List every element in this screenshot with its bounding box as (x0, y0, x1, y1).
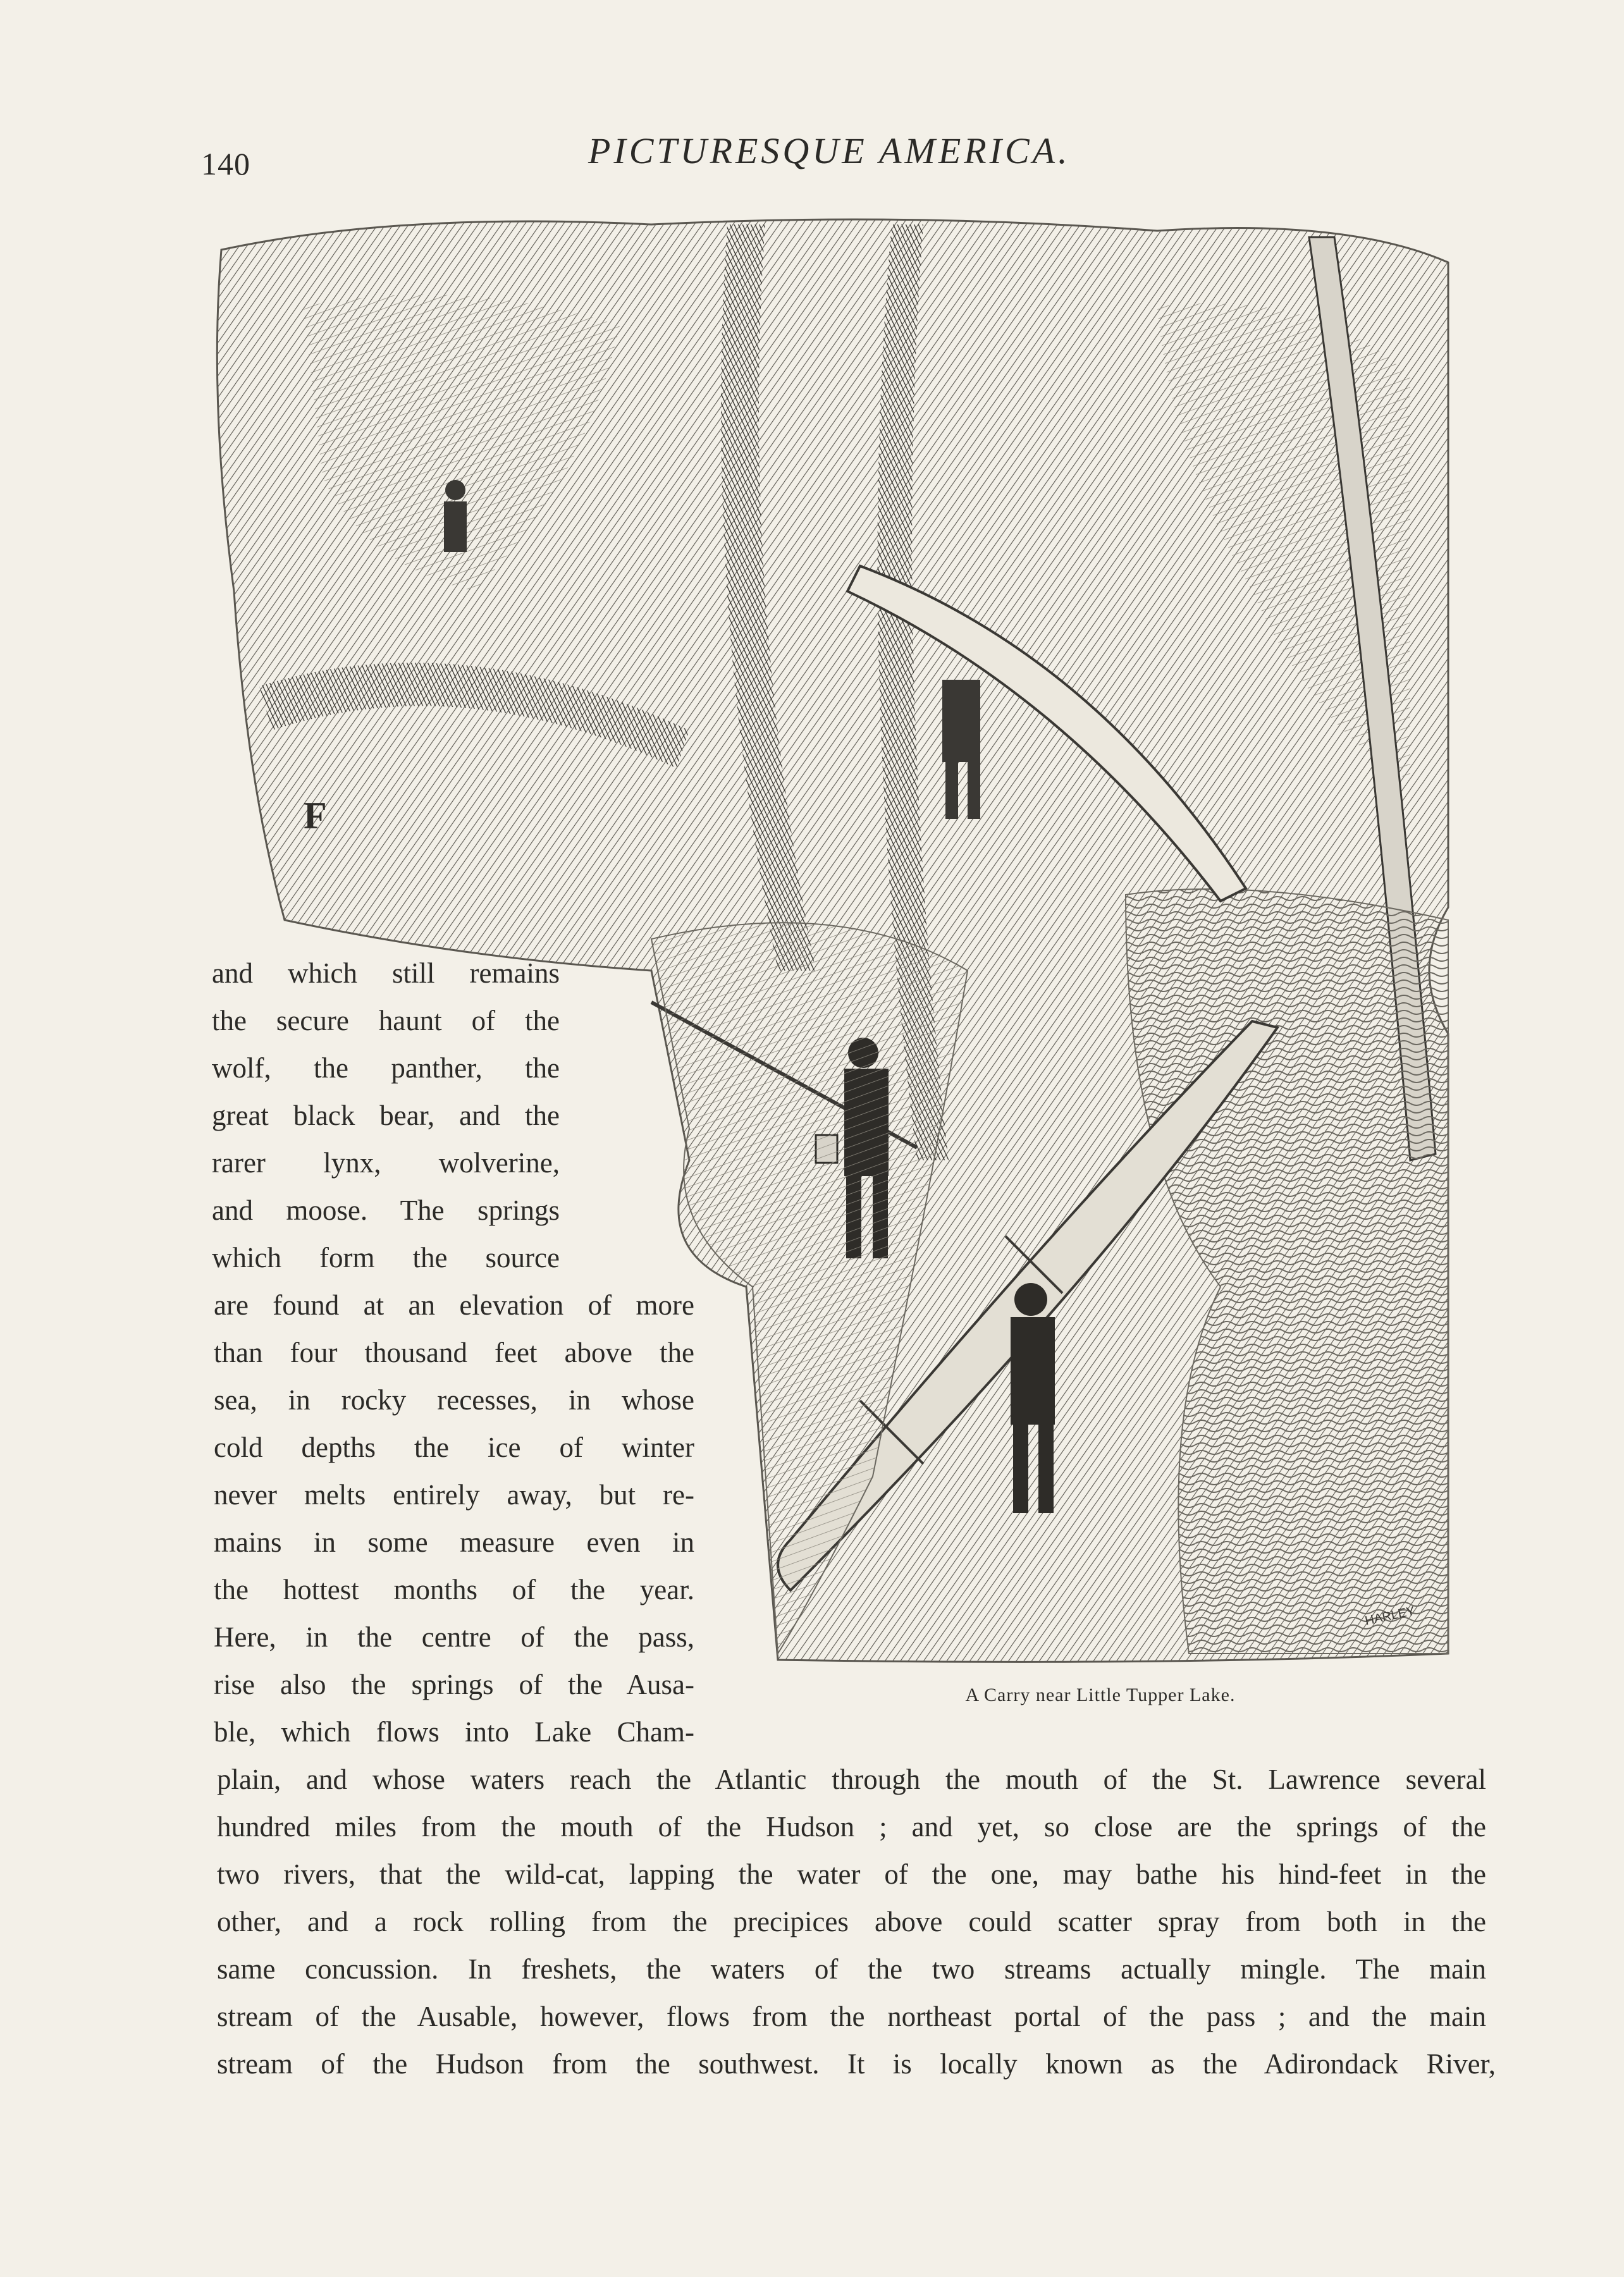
text-line: cold depths the ice of winter (214, 1432, 694, 1463)
text-line: Here, in the centre of the pass, (214, 1621, 694, 1653)
artist-signature: HARLEY (1363, 1604, 1417, 1628)
text-line: mains in some measure even in (214, 1526, 694, 1558)
text-line: are found at an elevation of more (214, 1289, 694, 1321)
text-line: sea, in rocky recesses, in whose (214, 1384, 694, 1416)
monogram: F (304, 795, 327, 837)
text-line: than four thousand feet above the (214, 1337, 694, 1368)
text-line: stream of the Ausable, however, flows from the northeast portal of the pass ; and the main (217, 2001, 1486, 2032)
text-line: great black bear, and the (212, 1100, 560, 1131)
text-line: two rivers, that the wild-cat, lapping the water of the one, may bathe his hind-feet in the (217, 1858, 1486, 1890)
running-title: PICTURESQUE AMERICA. (588, 130, 1071, 171)
illustration-caption: A Carry near Little Tupper Lake. (965, 1685, 1236, 1705)
text-line: same concussion. In freshets, the waters of the two streams actually mingle. The main (217, 1953, 1486, 1985)
text-line: the secure haunt of the (212, 1005, 560, 1036)
text-line: hundred miles from the mouth of the Hudson ; and yet, so close are the springs of the (217, 1811, 1486, 1843)
text-line: never melts entirely away, but re- (214, 1479, 694, 1511)
text-line: rise also the springs of the Ausa- (214, 1669, 694, 1700)
text-line: rarer lynx, wolverine, (212, 1147, 560, 1179)
text-line: stream of the Hudson from the southwest. It is locally known as the Adirondack River, (217, 2048, 1496, 2080)
text-line: other, and a rock rolling from the precipices above could scatter spray from both in the (217, 1906, 1486, 1937)
text-line: and which still remains (212, 957, 560, 989)
text-line: and moose. The springs (212, 1194, 560, 1226)
page-number: 140 (201, 146, 250, 181)
text-line: plain, and whose waters reach the Atlantic through the mouth of the St. Lawrence several (217, 1764, 1486, 1795)
text-line: the hottest months of the year. (214, 1574, 694, 1605)
text-line: ble, which flows into Lake Cham- (214, 1716, 694, 1748)
text-line: which form the source (212, 1242, 560, 1274)
text-line: wolf, the panther, the (212, 1052, 560, 1084)
distant-figure (444, 480, 467, 552)
